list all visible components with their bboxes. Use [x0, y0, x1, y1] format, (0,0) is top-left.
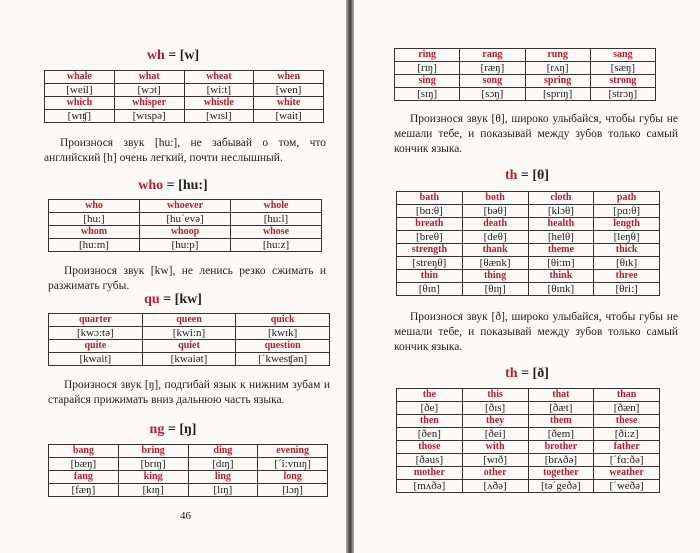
- transcription-cell: [mʌðə]: [397, 480, 463, 493]
- transcription-cell: [ðem]: [528, 428, 594, 441]
- word-cell: strong: [590, 75, 655, 88]
- word-cell: question: [236, 340, 330, 353]
- table-row: [397, 402, 660, 415]
- table-th-voiced: [396, 388, 660, 493]
- word-cell: queen: [142, 314, 236, 327]
- right-page: [354, 0, 700, 553]
- word-cell: king: [118, 471, 188, 484]
- table-row: [49, 445, 328, 458]
- word-cell: weather: [594, 467, 660, 480]
- transcription-cell: [wi:t]: [184, 84, 254, 97]
- heading-label: ng: [149, 422, 165, 437]
- table-row: [49, 458, 328, 471]
- word-cell: whistle: [184, 97, 254, 110]
- transcription-cell: [brɪŋ]: [118, 458, 188, 471]
- transcription-cell: [wen]: [254, 84, 324, 97]
- word-cell: thick: [594, 244, 660, 257]
- word-cell: ding: [188, 445, 258, 458]
- table-row: [397, 454, 660, 467]
- paragraph-th-voiceless: Произнося звук [θ], широко улыбайся, чтобы губы не мешали тебе, и показывай между зубов только самый кончик языка.: [394, 113, 678, 155]
- transcription-cell: [klɔθ]: [528, 205, 594, 218]
- table-row: [49, 327, 330, 340]
- table-row: [397, 467, 660, 480]
- transcription-cell: [´weðə]: [594, 480, 660, 493]
- transcription-cell: [kwɪk]: [236, 327, 330, 340]
- heading-transcription: [θ]: [532, 168, 550, 183]
- table-row: [49, 484, 328, 497]
- heading-label: qu: [144, 292, 160, 307]
- transcription-cell: [bəθ]: [462, 205, 528, 218]
- transcription-cell: [hu:p]: [140, 239, 231, 252]
- word-cell: what: [114, 71, 184, 84]
- word-cell: mother: [397, 467, 463, 480]
- word-cell: strength: [397, 244, 463, 257]
- word-cell: fang: [49, 471, 119, 484]
- word-cell: path: [594, 192, 660, 205]
- word-cell: quarter: [49, 314, 143, 327]
- table-row: [49, 239, 322, 252]
- table-row: [397, 415, 660, 428]
- transcription-cell: [kwi:n]: [142, 327, 236, 340]
- word-cell: thing: [462, 270, 528, 283]
- paragraph-ng: Произнося звук [ŋ], подгибай язык к нижним зубам и старайся прижимать вниз дальнюю часть языка.: [48, 379, 330, 406]
- word-cell: whale: [45, 71, 115, 84]
- transcription-cell: [dɪŋ]: [188, 458, 258, 471]
- word-cell: spring: [525, 75, 590, 88]
- transcription-cell: [lɪŋ]: [188, 484, 258, 497]
- transcription-cell: [pɑ:θ]: [594, 205, 660, 218]
- word-cell: quiet: [142, 340, 236, 353]
- table-row: [45, 84, 324, 97]
- transcription-cell: [θɪnk]: [528, 283, 594, 296]
- transcription-cell: [brʌðə]: [528, 454, 594, 467]
- transcription-cell: [sæŋ]: [590, 62, 655, 75]
- heading-transcription: [hu:]: [178, 178, 208, 193]
- transcription-cell: [weil]: [45, 84, 115, 97]
- word-cell: with: [462, 441, 528, 454]
- word-cell: bang: [49, 445, 119, 458]
- word-cell: ring: [395, 49, 460, 62]
- word-cell: health: [528, 218, 594, 231]
- table-row: [45, 71, 324, 84]
- table-who: [48, 199, 322, 252]
- word-cell: they: [462, 415, 528, 428]
- word-cell: whoever: [140, 200, 231, 213]
- transcription-cell: [wɪsl]: [184, 110, 254, 123]
- transcription-cell: [ðe]: [397, 402, 463, 415]
- table-row: [49, 226, 322, 239]
- word-cell: song: [460, 75, 525, 88]
- transcription-cell: [sprɪŋ]: [525, 88, 590, 101]
- word-cell: sang: [590, 49, 655, 62]
- word-cell: whisper: [114, 97, 184, 110]
- heading-transcription: [kw]: [174, 292, 202, 307]
- word-cell: ling: [188, 471, 258, 484]
- word-cell: these: [594, 415, 660, 428]
- table-row: [49, 213, 322, 226]
- table-row: [397, 257, 660, 270]
- transcription-cell: [´i:vnɪŋ]: [258, 458, 328, 471]
- table-row: [45, 97, 324, 110]
- transcription-cell: [helθ]: [528, 231, 594, 244]
- table-row: [397, 218, 660, 231]
- transcription-cell: [hu:z]: [231, 239, 322, 252]
- transcription-cell: [hu:]: [49, 213, 140, 226]
- transcription-cell: [ræŋ]: [460, 62, 525, 75]
- table-row: [397, 441, 660, 454]
- word-cell: think: [528, 270, 594, 283]
- table-qu: [48, 313, 330, 366]
- table-row: [397, 283, 660, 296]
- table-wh: [44, 70, 324, 123]
- transcription-cell: [θri:]: [594, 283, 660, 296]
- transcription-cell: [rɪŋ]: [395, 62, 460, 75]
- transcription-cell: [streŋθ]: [397, 257, 463, 270]
- transcription-cell: [kɪŋ]: [118, 484, 188, 497]
- table-row: [397, 270, 660, 283]
- page-number: 46: [180, 510, 191, 522]
- word-cell: cloth: [528, 192, 594, 205]
- transcription-cell: [lɔŋ]: [258, 484, 328, 497]
- heading-ng: ng = [ŋ]: [149, 422, 197, 437]
- word-cell: three: [594, 270, 660, 283]
- table-row: [49, 353, 330, 366]
- transcription-cell: [´kwesʧən]: [236, 353, 330, 366]
- word-cell: long: [258, 471, 328, 484]
- table-row: [49, 200, 322, 213]
- word-cell: brother: [528, 441, 594, 454]
- word-cell: thank: [462, 244, 528, 257]
- transcription-cell: [hu´evə]: [140, 213, 231, 226]
- transcription-cell: [θɪn]: [397, 283, 463, 296]
- table-row: [49, 471, 328, 484]
- table-row: [395, 75, 656, 88]
- word-cell: quick: [236, 314, 330, 327]
- word-cell: whole: [231, 200, 322, 213]
- transcription-cell: [wɪð]: [462, 454, 528, 467]
- paragraph-hu: Произнося звук [hu:], не забывай о том, что английский [h] очень легкий, почти неслышный.: [44, 137, 326, 164]
- table-row: [397, 428, 660, 441]
- word-cell: father: [594, 441, 660, 454]
- heading-transcription: [ð]: [532, 366, 549, 381]
- table-th-voiceless: [396, 191, 660, 296]
- transcription-cell: [ði:z]: [594, 428, 660, 441]
- transcription-cell: [ðæt]: [528, 402, 594, 415]
- heading-label: who: [138, 178, 164, 193]
- heading-qu: qu = [kw]: [144, 292, 202, 307]
- paragraph-kw: Произнося звук [kw], не ленись резко сжимать и разжимать губы.: [48, 265, 326, 292]
- heading-wh: wh = [w]: [146, 48, 200, 63]
- table-row: [49, 340, 330, 353]
- word-cell: them: [528, 415, 594, 428]
- transcription-cell: [kwɔ:tə]: [49, 327, 143, 340]
- word-cell: white: [254, 97, 324, 110]
- table-row: [397, 480, 660, 493]
- transcription-cell: [ʌðə]: [462, 480, 528, 493]
- word-cell: bath: [397, 192, 463, 205]
- word-cell: when: [254, 71, 324, 84]
- word-cell: both: [462, 192, 528, 205]
- word-cell: bring: [118, 445, 188, 458]
- word-cell: who: [49, 200, 140, 213]
- table-row: [49, 314, 330, 327]
- transcription-cell: [hu:m]: [49, 239, 140, 252]
- transcription-cell: [kwaiət]: [142, 353, 236, 366]
- word-cell: evening: [258, 445, 328, 458]
- left-page: [0, 0, 346, 553]
- table-row: [395, 88, 656, 101]
- heading-th-voiced: th = [ð]: [505, 366, 549, 381]
- heading-th-voiceless: th = [θ]: [504, 168, 550, 183]
- transcription-cell: [strɔŋ]: [590, 88, 655, 101]
- transcription-cell: [sɪŋ]: [395, 88, 460, 101]
- transcription-cell: [θi:m]: [528, 257, 594, 270]
- word-cell: than: [594, 389, 660, 402]
- heading-transcription: [w]: [179, 48, 200, 63]
- transcription-cell: [ðen]: [397, 428, 463, 441]
- word-cell: this: [462, 389, 528, 402]
- transcription-cell: [sɔŋ]: [460, 88, 525, 101]
- word-cell: those: [397, 441, 463, 454]
- heading-transcription: [ŋ]: [179, 422, 197, 437]
- transcription-cell: [wɪʧ]: [45, 110, 115, 123]
- transcription-cell: [´fɑ:ðə]: [594, 454, 660, 467]
- transcription-cell: [tə´geðə]: [528, 480, 594, 493]
- heading-label: th: [504, 168, 518, 183]
- heading-who: who = [hu:]: [138, 178, 208, 193]
- transcription-cell: [wɔt]: [114, 84, 184, 97]
- word-cell: wheat: [184, 71, 254, 84]
- transcription-cell: [fæŋ]: [49, 484, 119, 497]
- transcription-cell: [θɪk]: [594, 257, 660, 270]
- paragraph-th-voiced: Произнося звук [ð], широко улыбайся, чтобы губы не мешали тебе, и показывай между зубов только самый кончик языка.: [394, 311, 678, 353]
- word-cell: the: [397, 389, 463, 402]
- word-cell: that: [528, 389, 594, 402]
- transcription-cell: [breθ]: [397, 231, 463, 244]
- table-row: [395, 49, 656, 62]
- word-cell: length: [594, 218, 660, 231]
- transcription-cell: [rʌŋ]: [525, 62, 590, 75]
- word-cell: quite: [49, 340, 143, 353]
- transcription-cell: [ðɪs]: [462, 402, 528, 415]
- word-cell: whom: [49, 226, 140, 239]
- table-row: [397, 389, 660, 402]
- transcription-cell: [ðəus]: [397, 454, 463, 467]
- transcription-cell: [deθ]: [462, 231, 528, 244]
- word-cell: breath: [397, 218, 463, 231]
- transcription-cell: [leŋθ]: [594, 231, 660, 244]
- transcription-cell: [θɪŋ]: [462, 283, 528, 296]
- heading-label: wh: [146, 48, 165, 63]
- word-cell: then: [397, 415, 463, 428]
- transcription-cell: [hu:l]: [231, 213, 322, 226]
- word-cell: whose: [231, 226, 322, 239]
- word-cell: thin: [397, 270, 463, 283]
- word-cell: rung: [525, 49, 590, 62]
- table-row: [45, 110, 324, 123]
- table-row: [395, 62, 656, 75]
- word-cell: death: [462, 218, 528, 231]
- word-cell: rang: [460, 49, 525, 62]
- transcription-cell: [wɪspə]: [114, 110, 184, 123]
- transcription-cell: [wait]: [254, 110, 324, 123]
- table-row: [397, 231, 660, 244]
- transcription-cell: [ðæn]: [594, 402, 660, 415]
- transcription-cell: [bæŋ]: [49, 458, 119, 471]
- table-row: [397, 205, 660, 218]
- heading-label: th: [505, 366, 518, 381]
- table-row: [397, 192, 660, 205]
- word-cell: theme: [528, 244, 594, 257]
- transcription-cell: [bɑ:θ]: [397, 205, 463, 218]
- book-gutter: [346, 0, 354, 553]
- word-cell: together: [528, 467, 594, 480]
- word-cell: other: [462, 467, 528, 480]
- transcription-cell: [θænk]: [462, 257, 528, 270]
- table-ng-continued: [394, 48, 656, 101]
- transcription-cell: [kwait]: [49, 353, 143, 366]
- word-cell: whoop: [140, 226, 231, 239]
- word-cell: which: [45, 97, 115, 110]
- table-ng: [48, 444, 328, 497]
- word-cell: sing: [395, 75, 460, 88]
- table-row: [397, 244, 660, 257]
- transcription-cell: [ðei]: [462, 428, 528, 441]
